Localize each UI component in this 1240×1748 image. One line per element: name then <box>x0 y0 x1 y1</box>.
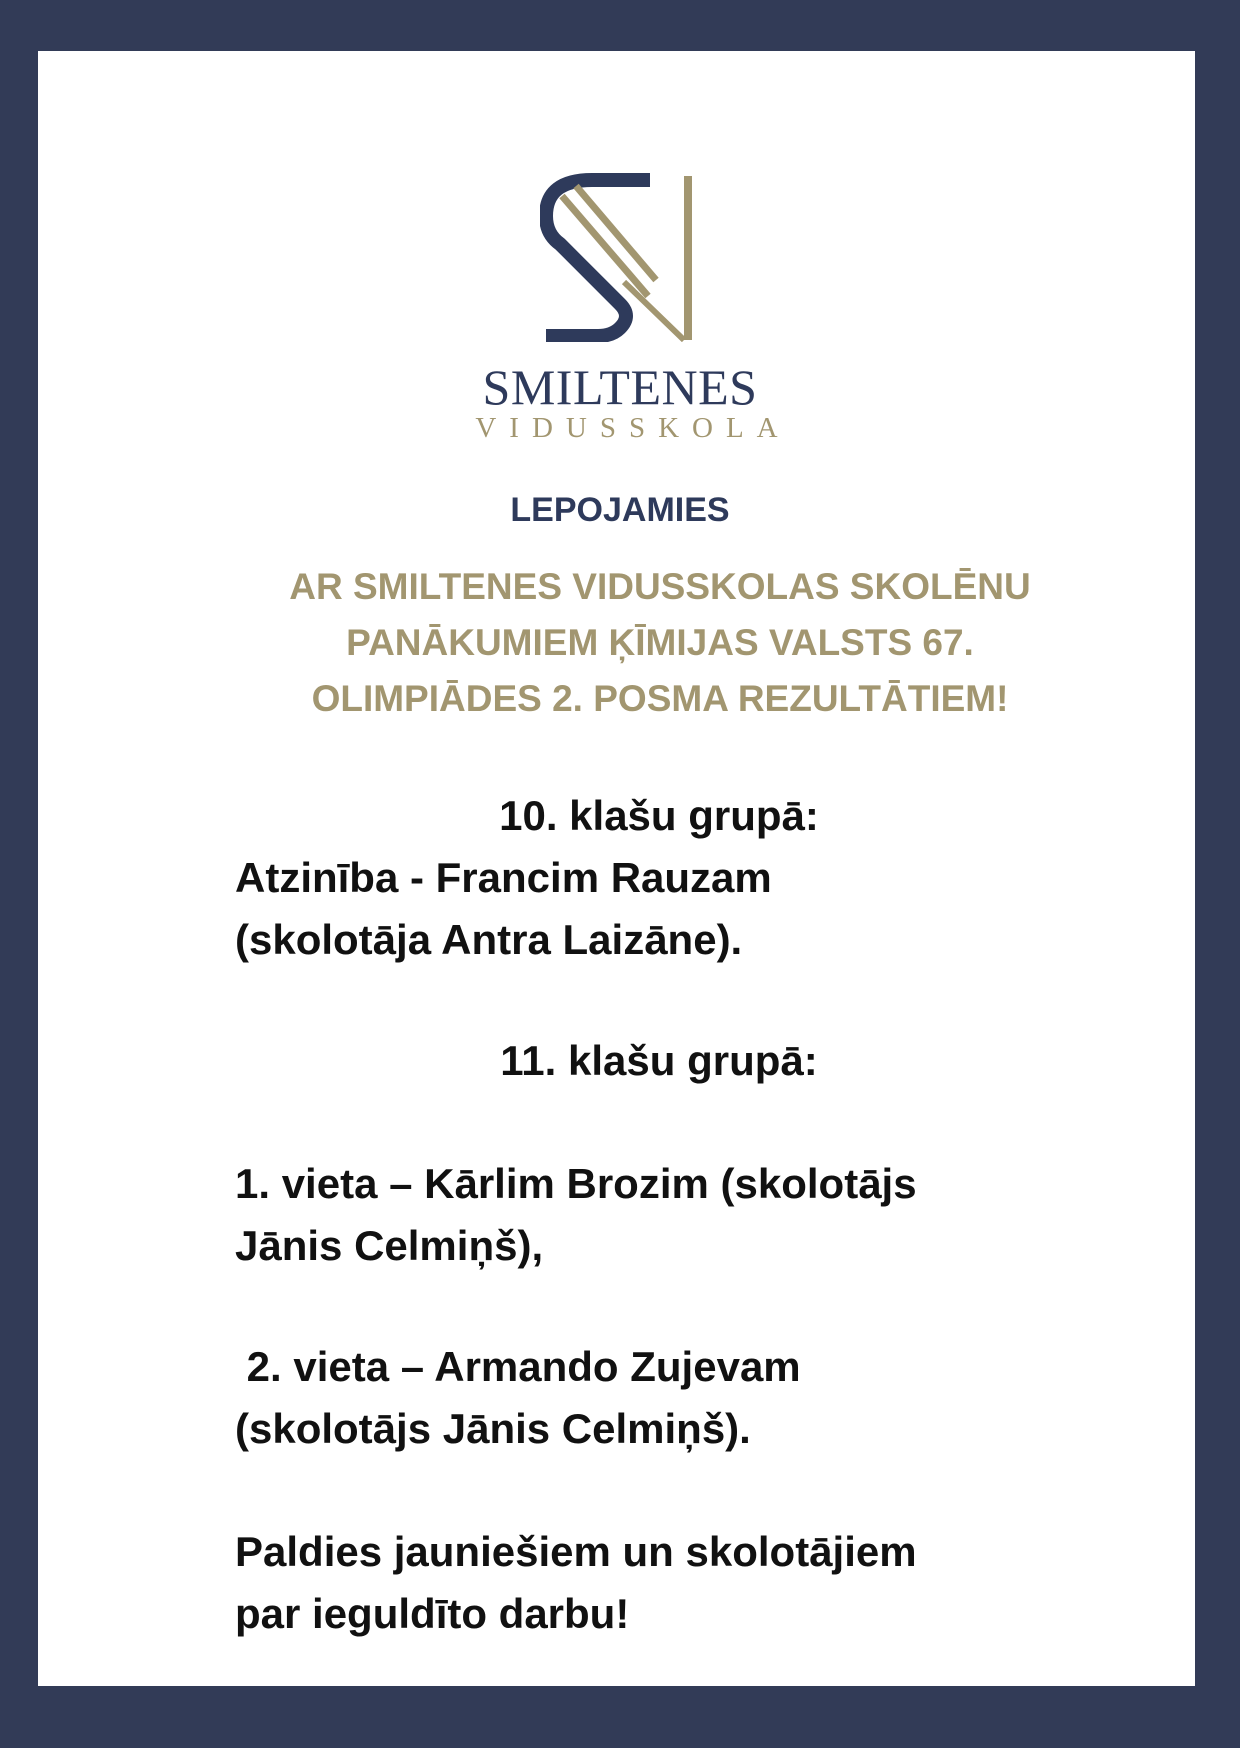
closing-thanks: Paldies jauniešiem un skolotājiem par ieguldīto darbu! <box>235 1528 917 1637</box>
page-heading: LEPOJAMIES <box>510 491 730 529</box>
group-11-title: 11. klašu grupā: <box>500 1037 818 1084</box>
group-10-result: Atzinība - Francim Rauzam (skolotāja Antra Laizāne). <box>235 854 772 963</box>
school-logo-subtitle: VIDUSSKOLA <box>475 412 791 444</box>
school-logo-name: SMILTENES <box>482 359 758 415</box>
sv-monogram-logo-icon <box>540 172 700 342</box>
group-10-title: 10. klašu grupā: <box>499 792 819 839</box>
group-11-second-place: 2. vieta – Armando Zujevam (skolotājs Jānis Celmiņš). <box>235 1343 801 1452</box>
group-11-first-place: 1. vieta – Kārlim Brozim (skolotājs Jānis Celmiņš), <box>235 1160 917 1269</box>
page-subheading: AR SMILTENES VIDUSSKOLAS SKOLĒNU PANĀKUMIEM ĶĪMIJAS VALSTS 67. OLIMPIĀDES 2. POSMA REZULTĀTIEM! <box>289 566 1031 719</box>
